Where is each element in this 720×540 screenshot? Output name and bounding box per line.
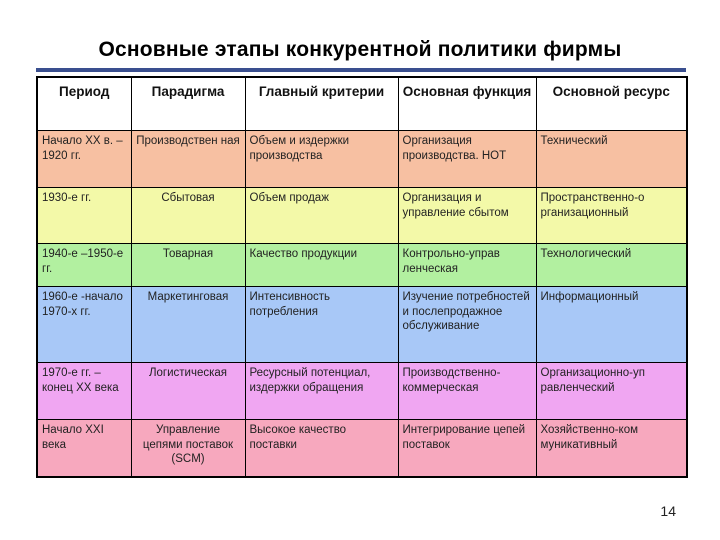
- cell-period: Начало XX в. –1920 гг.: [37, 131, 131, 188]
- table-row: [37, 287, 687, 363]
- cell-main-function: Организация и управление сбытом: [398, 188, 536, 244]
- cell-main-criterion: Объем продаж: [245, 188, 398, 244]
- cell-period: 1960-е -начало 1970-х гг.: [37, 287, 131, 363]
- cell-main-criterion: Объем и издержки производства: [245, 131, 398, 188]
- cell-main-resource: Хозяйственно-ком муникативный: [536, 420, 687, 477]
- table-row: [37, 188, 687, 244]
- header-main-function: Основная функция: [398, 77, 536, 131]
- cell-period: 1970-е гг. – конец XX века: [37, 363, 131, 420]
- cell-main-function: Изучение потребностей и послепродажное обслуживание: [398, 287, 536, 363]
- stages-table: [36, 76, 688, 478]
- table-header-row: [37, 77, 687, 131]
- table-row: [37, 131, 687, 188]
- cell-paradigm: Управление цепями поставок (SCM): [131, 420, 245, 477]
- page-number: 14: [660, 503, 676, 519]
- table-row: [37, 244, 687, 287]
- cell-main-criterion: Качество продукции: [245, 244, 398, 287]
- cell-main-function: Интегрирование цепей поставок: [398, 420, 536, 477]
- cell-main-resource: Технический: [536, 131, 687, 188]
- table-row: [37, 363, 687, 420]
- cell-main-function: Производственно-коммерческая: [398, 363, 536, 420]
- header-paradigm: Парадигма: [131, 77, 245, 131]
- cell-period: 1940-е –1950-е гг.: [37, 244, 131, 287]
- cell-main-function: Контрольно-управ ленческая: [398, 244, 536, 287]
- header-main-criterion: Главный критерии: [245, 77, 398, 131]
- cell-period: Начало XXI века: [37, 420, 131, 477]
- cell-period: 1930-е гг.: [37, 188, 131, 244]
- cell-main-criterion: Ресурсный потенциал, издержки обращения: [245, 363, 398, 420]
- cell-paradigm: Товарная: [131, 244, 245, 287]
- table-row: [37, 420, 687, 477]
- slide-title: Основные этапы конкурентной политики фирмы: [98, 38, 622, 61]
- cell-main-criterion: Интенсивность потребления: [245, 287, 398, 363]
- cell-paradigm: Маркетинговая: [131, 287, 245, 363]
- title-underline: [36, 68, 686, 72]
- cell-main-resource: Пространственно-о рганизационный: [536, 188, 687, 244]
- cell-paradigm: Сбытовая: [131, 188, 245, 244]
- header-main-resource: Основной ресурс: [536, 77, 687, 131]
- cell-main-resource: Технологический: [536, 244, 687, 287]
- cell-paradigm: Логистическая: [131, 363, 245, 420]
- cell-main-resource: Информационный: [536, 287, 687, 363]
- header-period: Период: [37, 77, 131, 131]
- cell-paradigm: Производствен ная: [131, 131, 245, 188]
- cell-main-function: Организация производства. НОТ: [398, 131, 536, 188]
- cell-main-resource: Организационно-уп равленческий: [536, 363, 687, 420]
- cell-main-criterion: Высокое качество поставки: [245, 420, 398, 477]
